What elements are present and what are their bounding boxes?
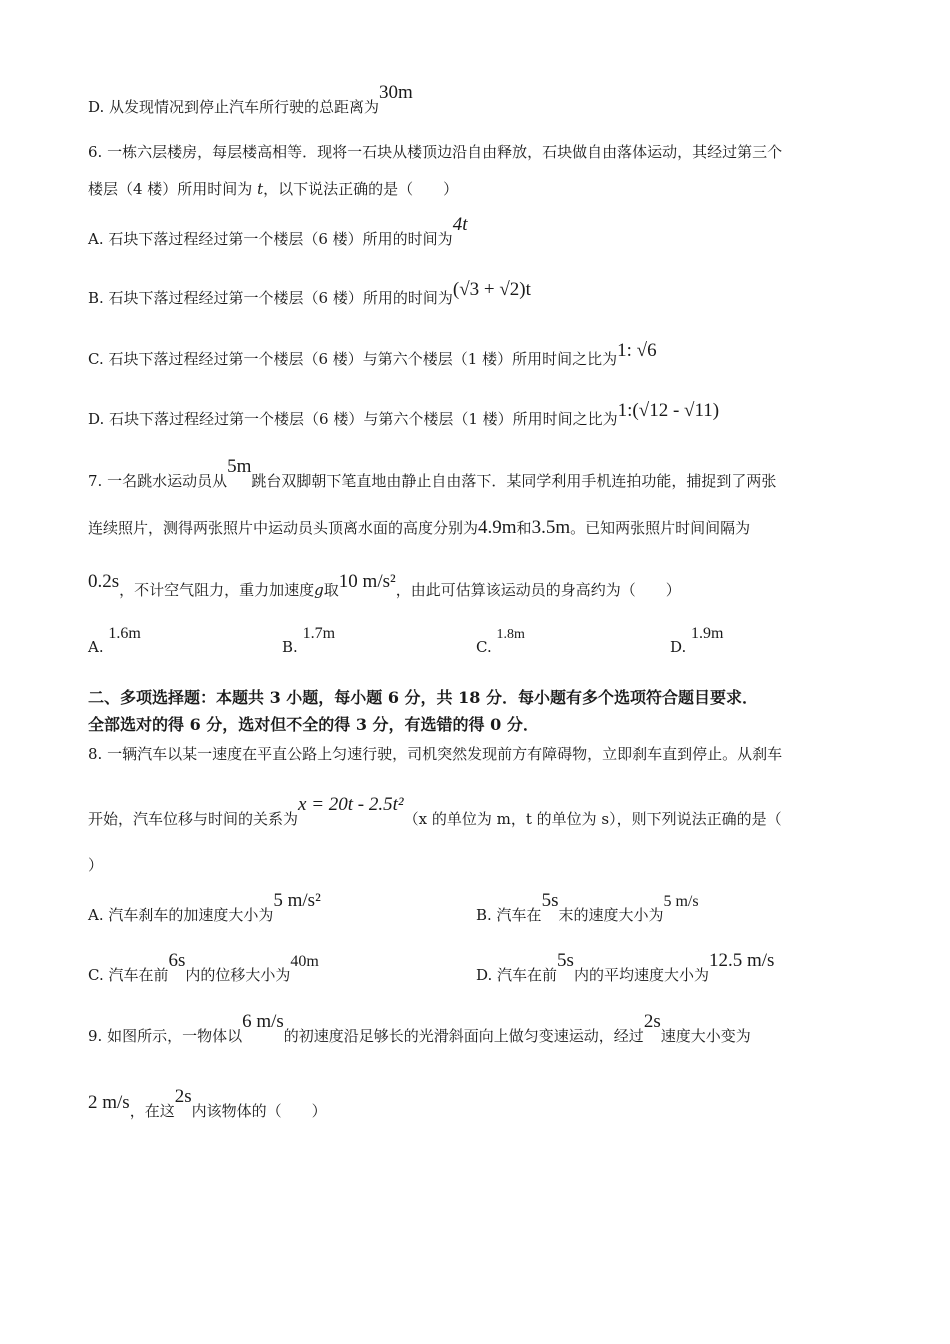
q6-option-b <box>88 279 531 307</box>
q8-stem-text2a: 开始，汽车位移与时间的关系为 <box>88 810 299 828</box>
q7-height-2: 3.5m <box>531 517 571 538</box>
q8-stem-text3: ） <box>88 856 104 874</box>
q8-stem-line1 <box>88 747 782 762</box>
q8-option-b <box>476 890 699 924</box>
q7-option-d-value: 1.9m <box>691 625 724 642</box>
q8-option-a-text: A. 汽车刹车的加速度大小为 <box>88 906 274 924</box>
q7-stem-text2a: 连续照片，测得两张照片中运动员头顶离水面的高度分别为 <box>88 519 479 537</box>
section-2-heading-line2 <box>88 717 539 733</box>
q6-stem-line1 <box>88 145 782 160</box>
q6-option-d-text: D. 石块下落过程经过第一个楼层（6 楼）与第六个楼层（1 楼）所用时间之比为 <box>88 410 618 428</box>
q8-option-d <box>476 950 775 984</box>
q6-stem-line2 <box>88 182 458 197</box>
section-2-heading-text1: 二、多项选择题：本题共 3 小题，每小题 6 分，共 18 分．每小题有多个选项符合题目要求． <box>88 688 758 707</box>
q7-option-a-value: 1.6m <box>108 625 141 642</box>
q6-stem-text2a: 楼层（4 楼）所用时间为 <box>88 180 258 198</box>
q7-stem-text3b: ，由此可估算该运动员的身高约为（ ） <box>395 581 681 599</box>
q7-stem-and: 和 <box>516 519 532 537</box>
q8-option-a-value: 5 m/s² <box>273 890 321 911</box>
q7-stem-take: 取 <box>323 581 339 599</box>
q8-option-a <box>88 890 321 924</box>
q7-stem-text1b: 跳台双脚朝下笔直地由静止自由落下．某同学利用手机连拍功能，捕捉到了两张 <box>251 472 777 490</box>
q6-option-a-value: 4t <box>452 214 468 235</box>
q8-option-b-value: 5 m/s <box>663 893 699 910</box>
q9-stem-text2b: 内该物体的（ ） <box>191 1102 327 1120</box>
q8-option-c-text-b: 内的位移大小为 <box>185 966 291 984</box>
q7-option-d-label: D. <box>670 638 687 656</box>
q9-final-velocity: 2 m/s <box>88 1092 130 1113</box>
q7-stem-text1a: 7. 一名跳水运动员从 <box>88 472 228 490</box>
q8-option-c <box>88 950 319 984</box>
q6-option-a-text: A. 石块下落过程经过第一个楼层（6 楼）所用的时间为 <box>88 230 453 248</box>
q5-option-d <box>88 82 413 116</box>
q6-stem-text1: 6. 一栋六层楼房，每层楼高相等．现将一石块从楼顶边沿自由释放，石块做自由落体运动，其经过第三个 <box>88 143 783 161</box>
q6-option-d <box>88 400 720 428</box>
q7-stem-line3 <box>88 571 681 599</box>
q7-stem-text2b: 。已知两张照片时间间隔为 <box>570 519 751 537</box>
q7-option-c-label: C. <box>476 638 492 656</box>
q7-option-b-value: 1.7m <box>302 625 336 642</box>
q6-option-c-value: 1: √6 <box>617 340 657 361</box>
q9-time: 2s <box>643 1011 661 1032</box>
q7-height-1: 4.9m <box>478 517 517 538</box>
q7-stem-line1 <box>88 456 777 490</box>
q9-stem-text1c: 速度大小变为 <box>660 1027 751 1045</box>
q8-option-c-value: 40m <box>290 953 319 970</box>
q9-stem-line1 <box>88 1011 751 1045</box>
q7-option-c-value: 1.8m <box>496 627 525 642</box>
q7-option-a-label: A. <box>88 638 104 656</box>
q6-option-c <box>88 340 657 368</box>
q7-variable-g: g <box>314 581 324 599</box>
q7-option-b <box>282 625 336 656</box>
q7-gravity-value: 10 m/s² <box>338 571 396 592</box>
q6-option-b-text: B. 石块下落过程经过第一个楼层（6 楼）所用的时间为 <box>88 289 453 307</box>
q9-time-2: 2s <box>174 1086 192 1107</box>
q8-stem-line3 <box>88 858 103 873</box>
q9-stem-text2a: ，在这 <box>129 1102 175 1120</box>
q8-option-d-value: 12.5 m/s <box>708 950 775 971</box>
q7-option-d <box>670 625 724 656</box>
q5-option-d-text: D. 从发现情况到停止汽车所行驶的总距离为 <box>88 98 380 116</box>
q7-time-interval: 0.2s <box>88 571 120 592</box>
q6-option-a <box>88 214 468 248</box>
q7-option-a <box>88 625 141 656</box>
q8-stem-line2 <box>88 794 782 828</box>
q8-option-c-time: 6s <box>168 950 186 971</box>
q8-option-b-text-b: 末的速度大小为 <box>558 906 664 924</box>
q7-option-b-label: B. <box>282 638 298 656</box>
section-2-heading-line1 <box>88 690 758 706</box>
q5-option-d-value: 30m <box>379 82 413 103</box>
q9-stem-text1a: 9. 如图所示，一物体以 <box>88 1027 243 1045</box>
q9-stem-line2 <box>88 1086 327 1120</box>
q8-option-d-time: 5s <box>557 950 574 971</box>
q7-stem-line2 <box>88 518 750 537</box>
section-2-heading-text2: 全部选对的得 6 分，选对但不全的得 3 分，有选错的得 0 分． <box>88 715 539 734</box>
q8-displacement-formula: x = 20t - 2.5t² <box>298 794 404 815</box>
q9-initial-velocity: 6 m/s <box>242 1011 284 1032</box>
q8-option-b-text-a: B. 汽车在 <box>476 906 542 924</box>
q7-option-c <box>476 627 525 656</box>
q6-stem-variable-t: t <box>257 180 264 198</box>
q8-stem-text2b: （x 的单位为 m，t 的单位为 s），则下列说法正确的是（ <box>403 810 782 828</box>
q6-option-b-value: (√3 + √2)t <box>452 279 531 300</box>
q7-stem-text3a: ，不计空气阻力，重力加速度 <box>119 581 315 599</box>
q9-stem-text1b: 的初速度沿足够长的光滑斜面向上做匀变速运动，经过 <box>283 1027 644 1045</box>
q8-option-d-text-a: D. 汽车在前 <box>476 966 558 984</box>
q8-option-b-time: 5s <box>541 890 559 911</box>
q7-platform-height: 5m <box>227 456 252 477</box>
q8-option-c-text-a: C. 汽车在前 <box>88 966 169 984</box>
q8-option-d-text-b: 内的平均速度大小为 <box>573 966 709 984</box>
q6-option-d-value: 1:(√12 - √11) <box>617 400 720 421</box>
q6-option-c-text: C. 石块下落过程经过第一个楼层（6 楼）与第六个楼层（1 楼）所用时间之比为 <box>88 350 618 368</box>
q6-stem-text2b: ，以下说法正确的是（ ） <box>263 180 459 198</box>
q8-stem-text1: 8. 一辆汽车以某一速度在平直公路上匀速行驶，司机突然发现前方有障碍物，立即刹车直到停止。从刹车 <box>88 745 783 763</box>
